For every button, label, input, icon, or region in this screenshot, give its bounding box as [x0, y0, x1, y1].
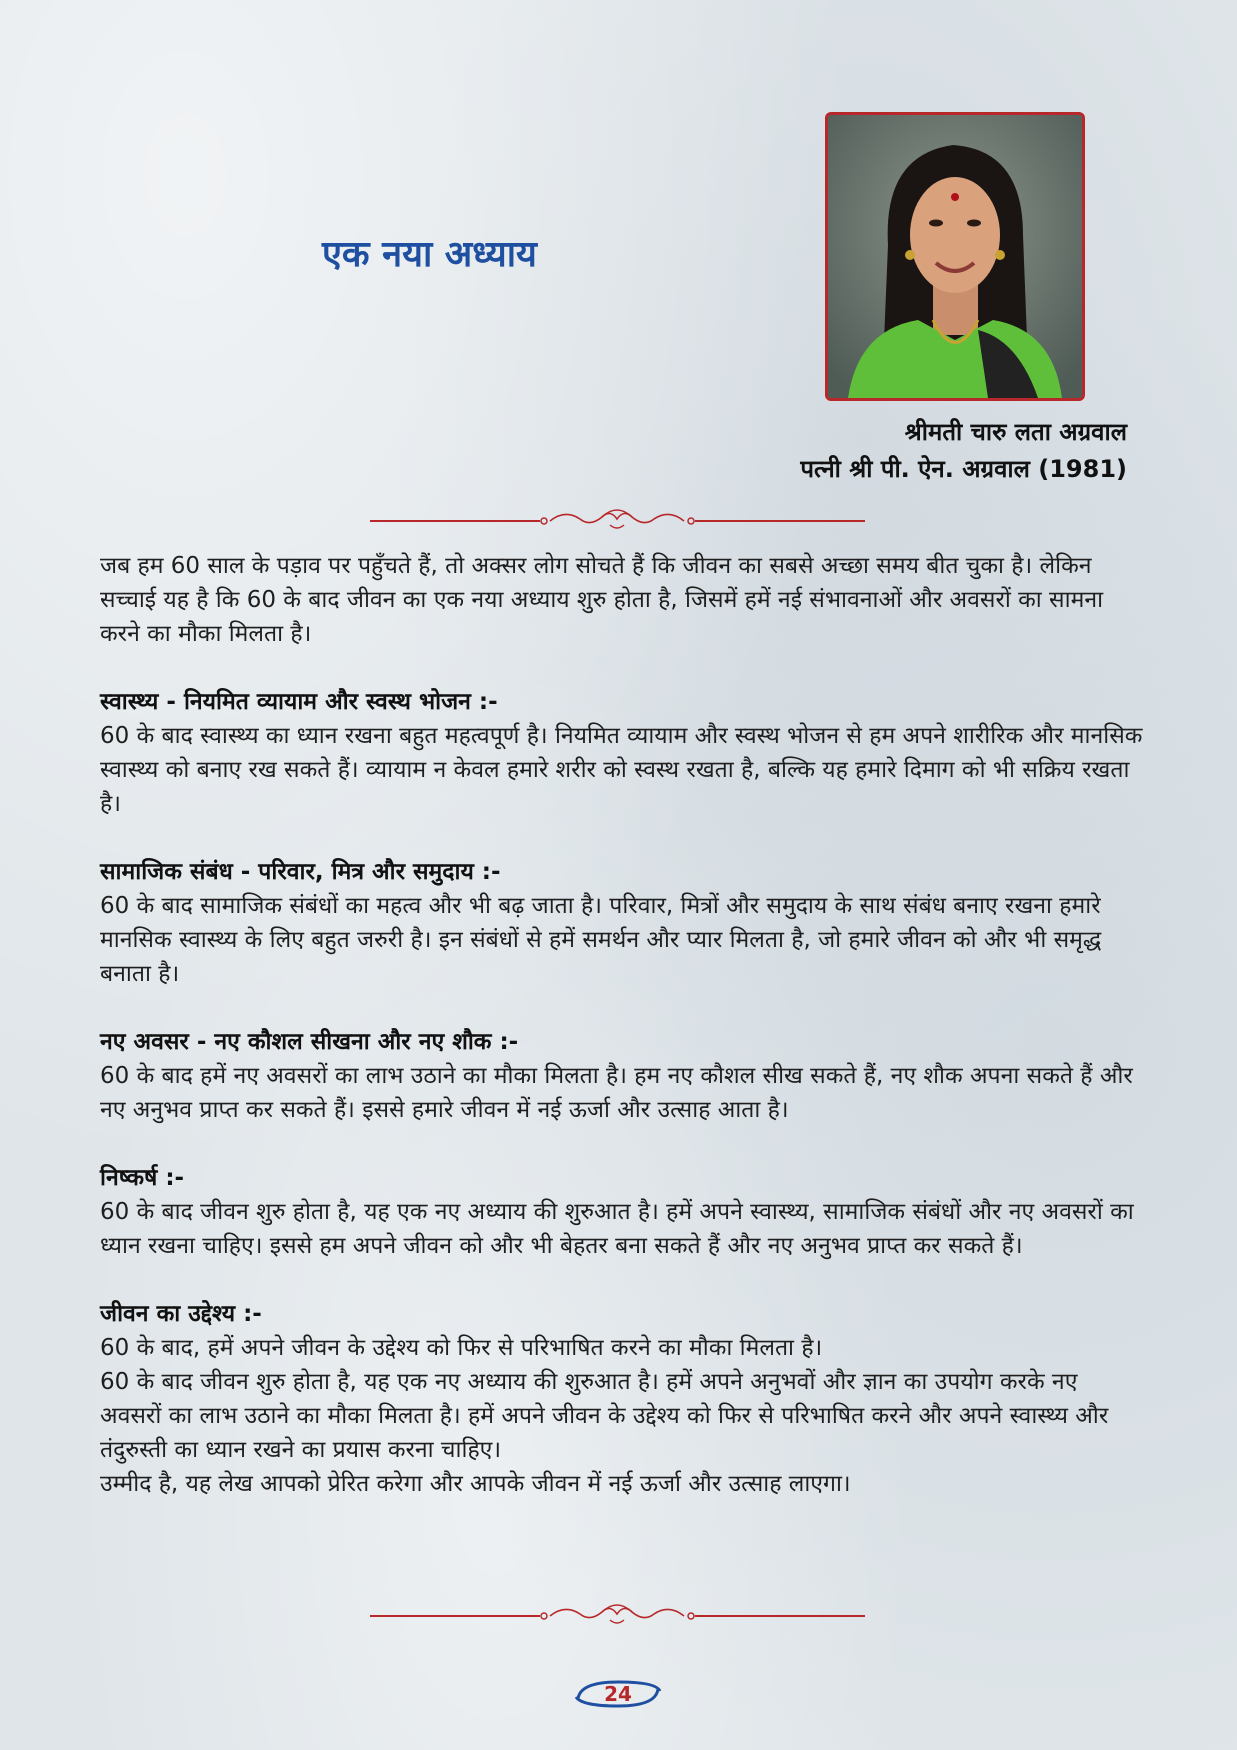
section-heading: स्वास्थ्य - नियमित व्यायाम और स्वस्थ भोजन :-	[100, 689, 498, 715]
section-social	[100, 855, 1145, 991]
closing-line: उम्मीद है, यह लेख आपको प्रेरित करेगा और आपके जीवन में नई ऊर्जा और उत्साह लाएगा।	[100, 1471, 851, 1497]
section-purpose	[100, 1297, 1145, 1467]
page-title: एक नया अध्याय	[322, 234, 537, 275]
section-heading: नए अवसर - नए कौशल सीखना और नए शौक :-	[100, 1029, 519, 1055]
section-heading: जीवन का उद्देश्य :-	[100, 1301, 262, 1327]
intro-paragraph: जब हम 60 साल के पड़ाव पर पहुँचते हैं, तो अक्सर लोग सोचते हैं कि जीवन का सबसे अच्छा समय बीत चुका है। लेकिन सच्चाई यह है कि 60 के बाद जीवन का एक नया अध्याय शुरु होता है, जिसमें हमें नई संभावनाओं और अवसरों का सामना करने का मौका मिलता है।	[100, 553, 1104, 647]
section-body: 60 के बाद सामाजिक संबंधों का महत्व और भी बढ़ जाता है। परिवार, मित्रों और समुदाय के साथ संबंध बनाए रखना हमारे मानसिक स्वास्थ्य के लिए बहुत जरुरी है। इन संबंधों से हमें समर्थन और प्यार मिलता है, जो हमारे जीवन को और भी समृद्ध बनाता है।	[100, 893, 1102, 987]
section-body: 60 के बाद, हमें अपने जीवन के उद्देश्य को फिर से परिभाषित करने का मौका मिलता है।	[100, 1335, 823, 1361]
section-opportunities	[100, 1025, 1145, 1127]
section-health	[100, 685, 1145, 821]
section-body: 60 के बाद जीवन शुरु होता है, यह एक नए अध्याय की शुरुआत है। हमें अपने स्वास्थ्य, सामाजिक संबंधों और नए अवसरों का ध्यान रखना चाहिए। इससे हम अपने जीवन को और भी बेहतर बना सकते हैं और नए अनुभव प्राप्त कर सकते हैं।	[100, 1199, 1134, 1259]
section-body: 60 के बाद जीवन शुरु होता है, यह एक नए अध्याय की शुरुआत है। हमें अपने अनुभवों और ज्ञान का उपयोग करके नए अवसरों का लाभ उठाने का मौका मिलता है। हमें अपने जीवन के उद्देश्य को फिर से परिभाषित करने और अपने स्वास्थ्य और तंदुरुस्ती का ध्यान रखने का प्रयास करना चाहिए।	[100, 1369, 1109, 1463]
article-body	[100, 549, 1145, 1501]
section-heading: निष्कर्ष :-	[100, 1165, 185, 1191]
page-number-text: 24	[604, 1682, 632, 1706]
ornamental-divider-top	[370, 505, 865, 535]
section-body: 60 के बाद हमें नए अवसरों का लाभ उठाने का मौका मिलता है। हम नए कौशल सीख सकते हैं, नए शौक अपना सकते हैं और नए अनुभव प्राप्त कर सकते हैं। इससे हमारे जीवन में नई ऊर्जा और उत्साह आता है।	[100, 1063, 1133, 1123]
author-photo	[825, 112, 1085, 401]
author-name: श्रीमती चारु लता अग्रवाल	[904, 418, 1127, 446]
ornamental-divider-bottom	[370, 1600, 865, 1630]
author-credit	[800, 414, 1127, 488]
section-conclusion	[100, 1161, 1145, 1263]
section-heading: सामाजिक संबंध - परिवार, मित्र और समुदाय :-	[100, 859, 501, 885]
section-body: 60 के बाद स्वास्थ्य का ध्यान रखना बहुत महत्वपूर्ण है। नियमित व्यायाम और स्वस्थ भोजन से हम अपने शारीरिक और मानसिक स्वास्थ्य को बनाए रख सकते हैं। व्यायाम न केवल हमारे शरीर को स्वस्थ रखता है, बल्कि यह हमारे दिमाग को भी सक्रिय रखता है।	[100, 723, 1143, 817]
page-number	[570, 1677, 666, 1711]
author-relation: पत्नी श्री पी. ऐन. अग्रवाल (1981)	[800, 455, 1127, 483]
